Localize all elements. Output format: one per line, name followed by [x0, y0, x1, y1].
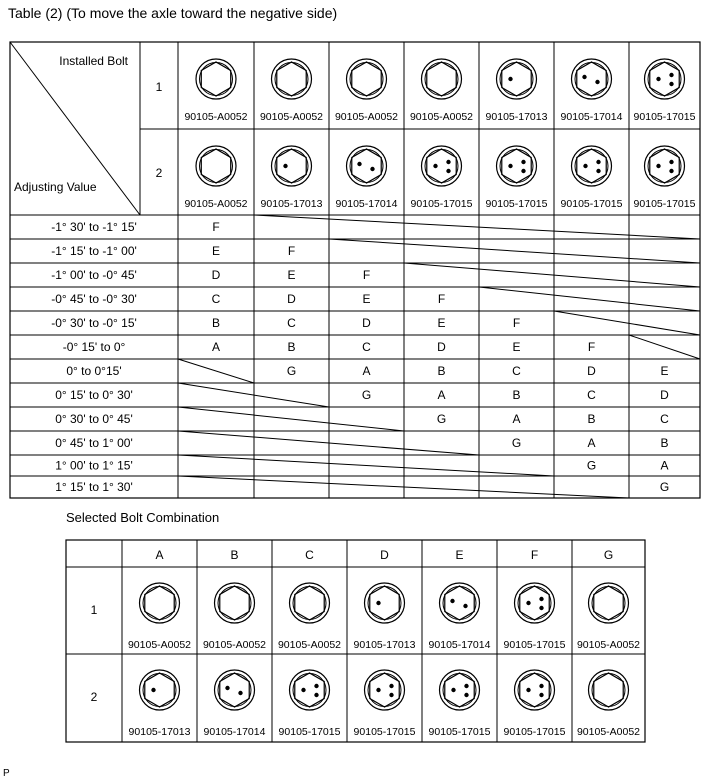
bolt-icon [422, 59, 462, 99]
bolt-outer-ring [215, 583, 255, 623]
combination-cell: F [512, 316, 521, 330]
bolt-dot [446, 160, 450, 164]
bolt-dot [508, 77, 512, 81]
bolt-inner-ring [143, 587, 176, 620]
combo-row2-part-number: 90105-A0052 [576, 726, 641, 738]
combination-cell: A [660, 458, 669, 473]
bolt-inner-ring [200, 150, 233, 183]
bolt-hex [370, 673, 399, 707]
bolt-inner-ring [518, 674, 551, 707]
bolt-icon [515, 670, 555, 710]
combination-cell: D [437, 340, 446, 354]
bolt-icon [290, 583, 330, 623]
bolt-dot [583, 164, 587, 168]
combo-row1-part-number: 90105-17013 [353, 639, 416, 651]
table-title: Table (2) (To move the axle toward the negative side) [8, 5, 338, 21]
bolt-dot [521, 169, 525, 173]
combination-cell: D [362, 316, 371, 330]
adjusting-value-row-label: 0° 45' to 1° 00' [55, 436, 133, 450]
combination-cell: D [660, 388, 669, 402]
bolt-hex [502, 62, 531, 96]
combo-row-1-label: 1 [90, 603, 98, 617]
combination-cell: B [211, 316, 221, 330]
bolt-hex [295, 673, 324, 707]
bolt-inner-ring [143, 674, 176, 707]
combo-row1-part-number: 90105-A0052 [277, 639, 342, 651]
combination-cell: C [587, 388, 596, 402]
installed-row1-part-number: 90105-A0052 [334, 111, 399, 123]
bolt-dot [283, 164, 287, 168]
bolt-hex [352, 62, 381, 96]
bolt-dot [451, 688, 455, 692]
bolt-inner-ring [293, 587, 326, 620]
bolt-hex [577, 62, 606, 96]
bolt-icon [422, 146, 462, 186]
combo-row1-part-number: 90105-A0052 [127, 639, 192, 651]
not-applicable-strike [554, 311, 700, 335]
combo-row2-part-number: 90105-17015 [353, 726, 416, 738]
adjusting-value-row-label: 0° 30' to 0° 45' [55, 412, 133, 426]
bolt-hex [594, 586, 623, 620]
bolt-hex [277, 62, 306, 96]
not-applicable-strike [178, 407, 404, 431]
bolt-dot [446, 169, 450, 173]
adjusting-value-row-label: -1° 15' to -1° 00' [51, 244, 137, 258]
bolt-inner-ring [575, 150, 608, 183]
bolt-outer-ring [497, 146, 537, 186]
bolt-inner-ring [350, 63, 383, 96]
bolt-hex [145, 586, 174, 620]
bolt-outer-ring [140, 670, 180, 710]
bolt-hex [445, 586, 474, 620]
bolt-dot [389, 693, 393, 697]
bolt-dot [521, 160, 525, 164]
bolt-icon [440, 583, 480, 623]
bolt-outer-ring [290, 583, 330, 623]
bolt-dot [225, 686, 229, 690]
not-applicable-strike [629, 335, 700, 359]
combination-cell: A [587, 436, 596, 450]
combination-cell: F [587, 340, 596, 354]
bolt-dot [464, 684, 468, 688]
combination-cell: A [437, 388, 446, 402]
bolt-dot [238, 691, 242, 695]
bolt-dot [582, 75, 586, 79]
bolt-inner-ring [368, 587, 401, 620]
bolt-hex [650, 62, 679, 96]
combination-cell: C [211, 292, 221, 306]
adjusting-value-row-label: 0° to 0°15' [66, 364, 122, 378]
bolt-outer-ring [645, 59, 685, 99]
bolt-outer-ring [215, 670, 255, 710]
bolt-dot [314, 693, 318, 697]
installed-row2-part-number: 90105-17015 [410, 198, 473, 210]
combination-cell: E [512, 340, 521, 354]
bolt-inner-ring [350, 150, 383, 183]
bolt-icon [365, 583, 405, 623]
bolt-icon [572, 146, 612, 186]
bolt-outer-ring [589, 670, 629, 710]
bolt-icon [272, 146, 312, 186]
combination-header: A [155, 548, 164, 562]
combo-row2-part-number: 90105-17015 [503, 726, 566, 738]
bolt-outer-ring [196, 146, 236, 186]
bolt-icon [196, 59, 236, 99]
combination-cell: A [211, 340, 221, 354]
bolt-hex [502, 149, 531, 183]
bolt-hex [650, 149, 679, 183]
combination-cell: E [287, 268, 296, 282]
bolt-hex [201, 149, 230, 183]
adjusting-value-row-label: -1° 30' to -1° 15' [51, 220, 137, 234]
adjusting-value-row-label: -0° 30' to -0° 15' [51, 316, 137, 330]
combination-cell: C [362, 340, 371, 354]
combo-row2-part-number: 90105-17015 [428, 726, 491, 738]
bolt-icon [589, 583, 629, 623]
bolt-hex [220, 586, 249, 620]
not-applicable-strike [178, 359, 254, 383]
bolt-icon [440, 670, 480, 710]
bolt-dot [669, 160, 673, 164]
bolt-inner-ring [368, 674, 401, 707]
combination-cell: E [362, 292, 371, 306]
bolt-outer-ring [140, 583, 180, 623]
combination-header: F [530, 548, 539, 562]
bolt-inner-ring [500, 63, 533, 96]
bolt-dot [669, 169, 673, 173]
bolt-icon [140, 583, 180, 623]
bolt-hex [577, 149, 606, 183]
bolt-dot [450, 599, 454, 603]
bolt-icon [497, 59, 537, 99]
combination-cell: C [512, 364, 521, 378]
bolt-outer-ring [272, 59, 312, 99]
bolt-dot [389, 684, 393, 688]
bolt-dot [314, 684, 318, 688]
bolt-outer-ring [515, 670, 555, 710]
footer-mark: P [3, 768, 10, 779]
bolt-outer-ring [196, 59, 236, 99]
adjusting-value-row-label: -0° 45' to -0° 30' [51, 292, 137, 306]
bolt-hex [201, 62, 230, 96]
bolt-icon [572, 59, 612, 99]
bolt-inner-ring [592, 674, 625, 707]
bolt-outer-ring [572, 146, 612, 186]
bolt-inner-ring [443, 674, 476, 707]
combination-cell: B [437, 364, 446, 378]
bolt-dot [669, 73, 673, 77]
bolt-dot [596, 169, 600, 173]
bolt-dot [508, 164, 512, 168]
bolt-hex [520, 673, 549, 707]
bolt-hex [277, 149, 306, 183]
bolt-dot [656, 77, 660, 81]
combination-cell: G [361, 388, 372, 402]
combination-cell: G [286, 364, 297, 378]
combination-cell: G [586, 458, 597, 473]
combination-cell: B [287, 340, 296, 354]
bolt-outer-ring [440, 583, 480, 623]
bolt-hex [220, 673, 249, 707]
bolt-inner-ring [425, 150, 458, 183]
adjusting-value-row-label: 1° 00' to 1° 15' [55, 458, 133, 473]
combination-cell: C [287, 316, 296, 330]
combination-header: D [380, 548, 389, 562]
bolt-hex [370, 586, 399, 620]
bolt-dot [376, 601, 380, 605]
not-applicable-strike [329, 239, 700, 263]
bolt-dot [539, 597, 543, 601]
bolt-icon [645, 146, 685, 186]
combination-header: B [230, 548, 239, 562]
bolt-outer-ring [645, 146, 685, 186]
bolt-icon [215, 583, 255, 623]
bolt-row-1-label: 1 [155, 80, 163, 94]
bolt-dot [596, 160, 600, 164]
installed-row2-part-number: 90105-17015 [485, 198, 548, 210]
combination-header: C [305, 548, 314, 562]
combination-cell: A [512, 412, 521, 426]
not-applicable-strike [254, 215, 700, 239]
bolt-outer-ring [422, 59, 462, 99]
bolt-icon [347, 59, 387, 99]
adjusting-value-row-label: -1° 00' to -0° 45' [51, 268, 137, 282]
combination-cell: F [362, 268, 371, 282]
bolt-inner-ring [293, 674, 326, 707]
bolt-inner-ring [275, 150, 308, 183]
combination-cell: F [212, 220, 220, 234]
installed-row1-part-number: 90105-A0052 [409, 111, 474, 123]
installed-row2-part-number: 90105-17015 [560, 198, 623, 210]
combination-cell: E [211, 244, 221, 258]
bolt-inner-ring [592, 587, 625, 620]
adjusting-value-row-label: 0° 15' to 0° 30' [55, 388, 133, 402]
combination-cell: B [587, 412, 596, 426]
bolt-inner-ring [425, 63, 458, 96]
bolt-icon [140, 670, 180, 710]
not-applicable-strike [479, 287, 700, 311]
bolt-hex [427, 149, 456, 183]
installed-row2-part-number: 90105-A0052 [184, 198, 248, 210]
installed-row1-part-number: 90105-17014 [560, 111, 623, 123]
bolt-outer-ring [497, 59, 537, 99]
installed-row1-part-number: 90105-A0052 [184, 111, 248, 123]
bolt-outer-ring [589, 583, 629, 623]
bolt-dot [595, 80, 599, 84]
bolt-icon [515, 583, 555, 623]
bolt-outer-ring [365, 670, 405, 710]
bolt-dot [433, 164, 437, 168]
installed-row1-part-number: 90105-17013 [485, 111, 548, 123]
bolt-inner-ring [443, 587, 476, 620]
combo-row1-part-number: 90105-A0052 [202, 639, 267, 651]
bolt-hex [594, 673, 623, 707]
bolt-inner-ring [500, 150, 533, 183]
bolt-dot [539, 693, 543, 697]
bolt-icon [365, 670, 405, 710]
bolt-dot [151, 688, 155, 692]
combination-cell: F [287, 244, 296, 258]
bolt-row-2-label: 2 [155, 166, 163, 180]
bolt-outer-ring [572, 59, 612, 99]
bolt-outer-ring [347, 59, 387, 99]
not-applicable-strike [404, 263, 700, 287]
bolt-hex [445, 673, 474, 707]
bolt-inner-ring [200, 63, 233, 96]
combination-cell: B [512, 388, 521, 402]
bolt-outer-ring [290, 670, 330, 710]
bolt-icon [196, 146, 236, 186]
adjusting-value-row-label: 1° 15' to 1° 30' [55, 480, 133, 494]
bolt-outer-ring [515, 583, 555, 623]
bolt-inner-ring [218, 674, 251, 707]
combination-cell: F [437, 292, 446, 306]
bolt-dot [370, 167, 374, 171]
bolt-inner-ring [648, 150, 681, 183]
installed-row2-part-number: 90105-17014 [335, 198, 398, 210]
adjusting-value-row-label: -0° 15' to 0° [62, 340, 126, 354]
bolt-outer-ring [347, 146, 387, 186]
bolt-dot [526, 688, 530, 692]
bolt-hex [352, 149, 381, 183]
adjusting-value-label: Adjusting Value [14, 180, 97, 194]
selected-bolt-combination-title: Selected Bolt Combination [66, 510, 220, 525]
bolt-inner-ring [218, 587, 251, 620]
combo-row2-part-number: 90105-17013 [128, 726, 191, 738]
combination-cell: E [437, 316, 446, 330]
bolt-icon [645, 59, 685, 99]
bolt-icon [589, 670, 629, 710]
bolt-dot [464, 693, 468, 697]
bolt-dot [463, 604, 467, 608]
bolt-hex [295, 586, 324, 620]
bolt-hex [427, 62, 456, 96]
bolt-dot [539, 684, 543, 688]
combination-cell: G [511, 436, 522, 450]
bolt-inner-ring [648, 63, 681, 96]
combination-cell: D [211, 268, 221, 282]
bolt-outer-ring [365, 583, 405, 623]
bolt-hex [145, 673, 174, 707]
bolt-dot [357, 162, 361, 166]
combination-cell: B [660, 436, 669, 450]
combo-row2-part-number: 90105-17015 [278, 726, 341, 738]
bolt-outer-ring [422, 146, 462, 186]
combo-row1-part-number: 90105-17015 [503, 639, 566, 651]
installed-row2-part-number: 90105-17015 [633, 198, 696, 210]
combination-cell: E [660, 364, 669, 378]
combination-header: G [603, 548, 614, 562]
bolt-dot [669, 82, 673, 86]
bolt-dot [301, 688, 305, 692]
bolt-icon [272, 59, 312, 99]
combination-cell: D [587, 364, 596, 378]
bolt-icon [290, 670, 330, 710]
installed-row1-part-number: 90105-A0052 [259, 111, 324, 123]
bolt-dot [539, 606, 543, 610]
installed-row2-part-number: 90105-17013 [260, 198, 323, 210]
bolt-icon [215, 670, 255, 710]
combination-cell: A [362, 364, 371, 378]
installed-row1-part-number: 90105-17015 [633, 111, 696, 123]
combo-row-2-label: 2 [90, 690, 98, 704]
bolt-dot [526, 601, 530, 605]
combination-header: E [455, 548, 464, 562]
combination-cell: C [660, 412, 669, 426]
bolt-hex [520, 586, 549, 620]
combo-row2-part-number: 90105-17014 [203, 726, 266, 738]
not-applicable-strike [178, 455, 554, 476]
bolt-inner-ring [575, 63, 608, 96]
bolt-outer-ring [440, 670, 480, 710]
bolt-inner-ring [275, 63, 308, 96]
bolt-dot [376, 688, 380, 692]
bolt-outer-ring [272, 146, 312, 186]
installed-bolt-label: Installed Bolt [59, 54, 128, 68]
combo-row1-part-number: 90105-A0052 [576, 639, 641, 651]
bolt-icon [347, 146, 387, 186]
combination-cell: G [659, 480, 670, 494]
bolt-inner-ring [518, 587, 551, 620]
combo-row1-part-number: 90105-17014 [428, 639, 491, 651]
combination-cell: G [436, 412, 447, 426]
bolt-dot [656, 164, 660, 168]
bolt-icon [497, 146, 537, 186]
combination-cell: D [287, 292, 296, 306]
